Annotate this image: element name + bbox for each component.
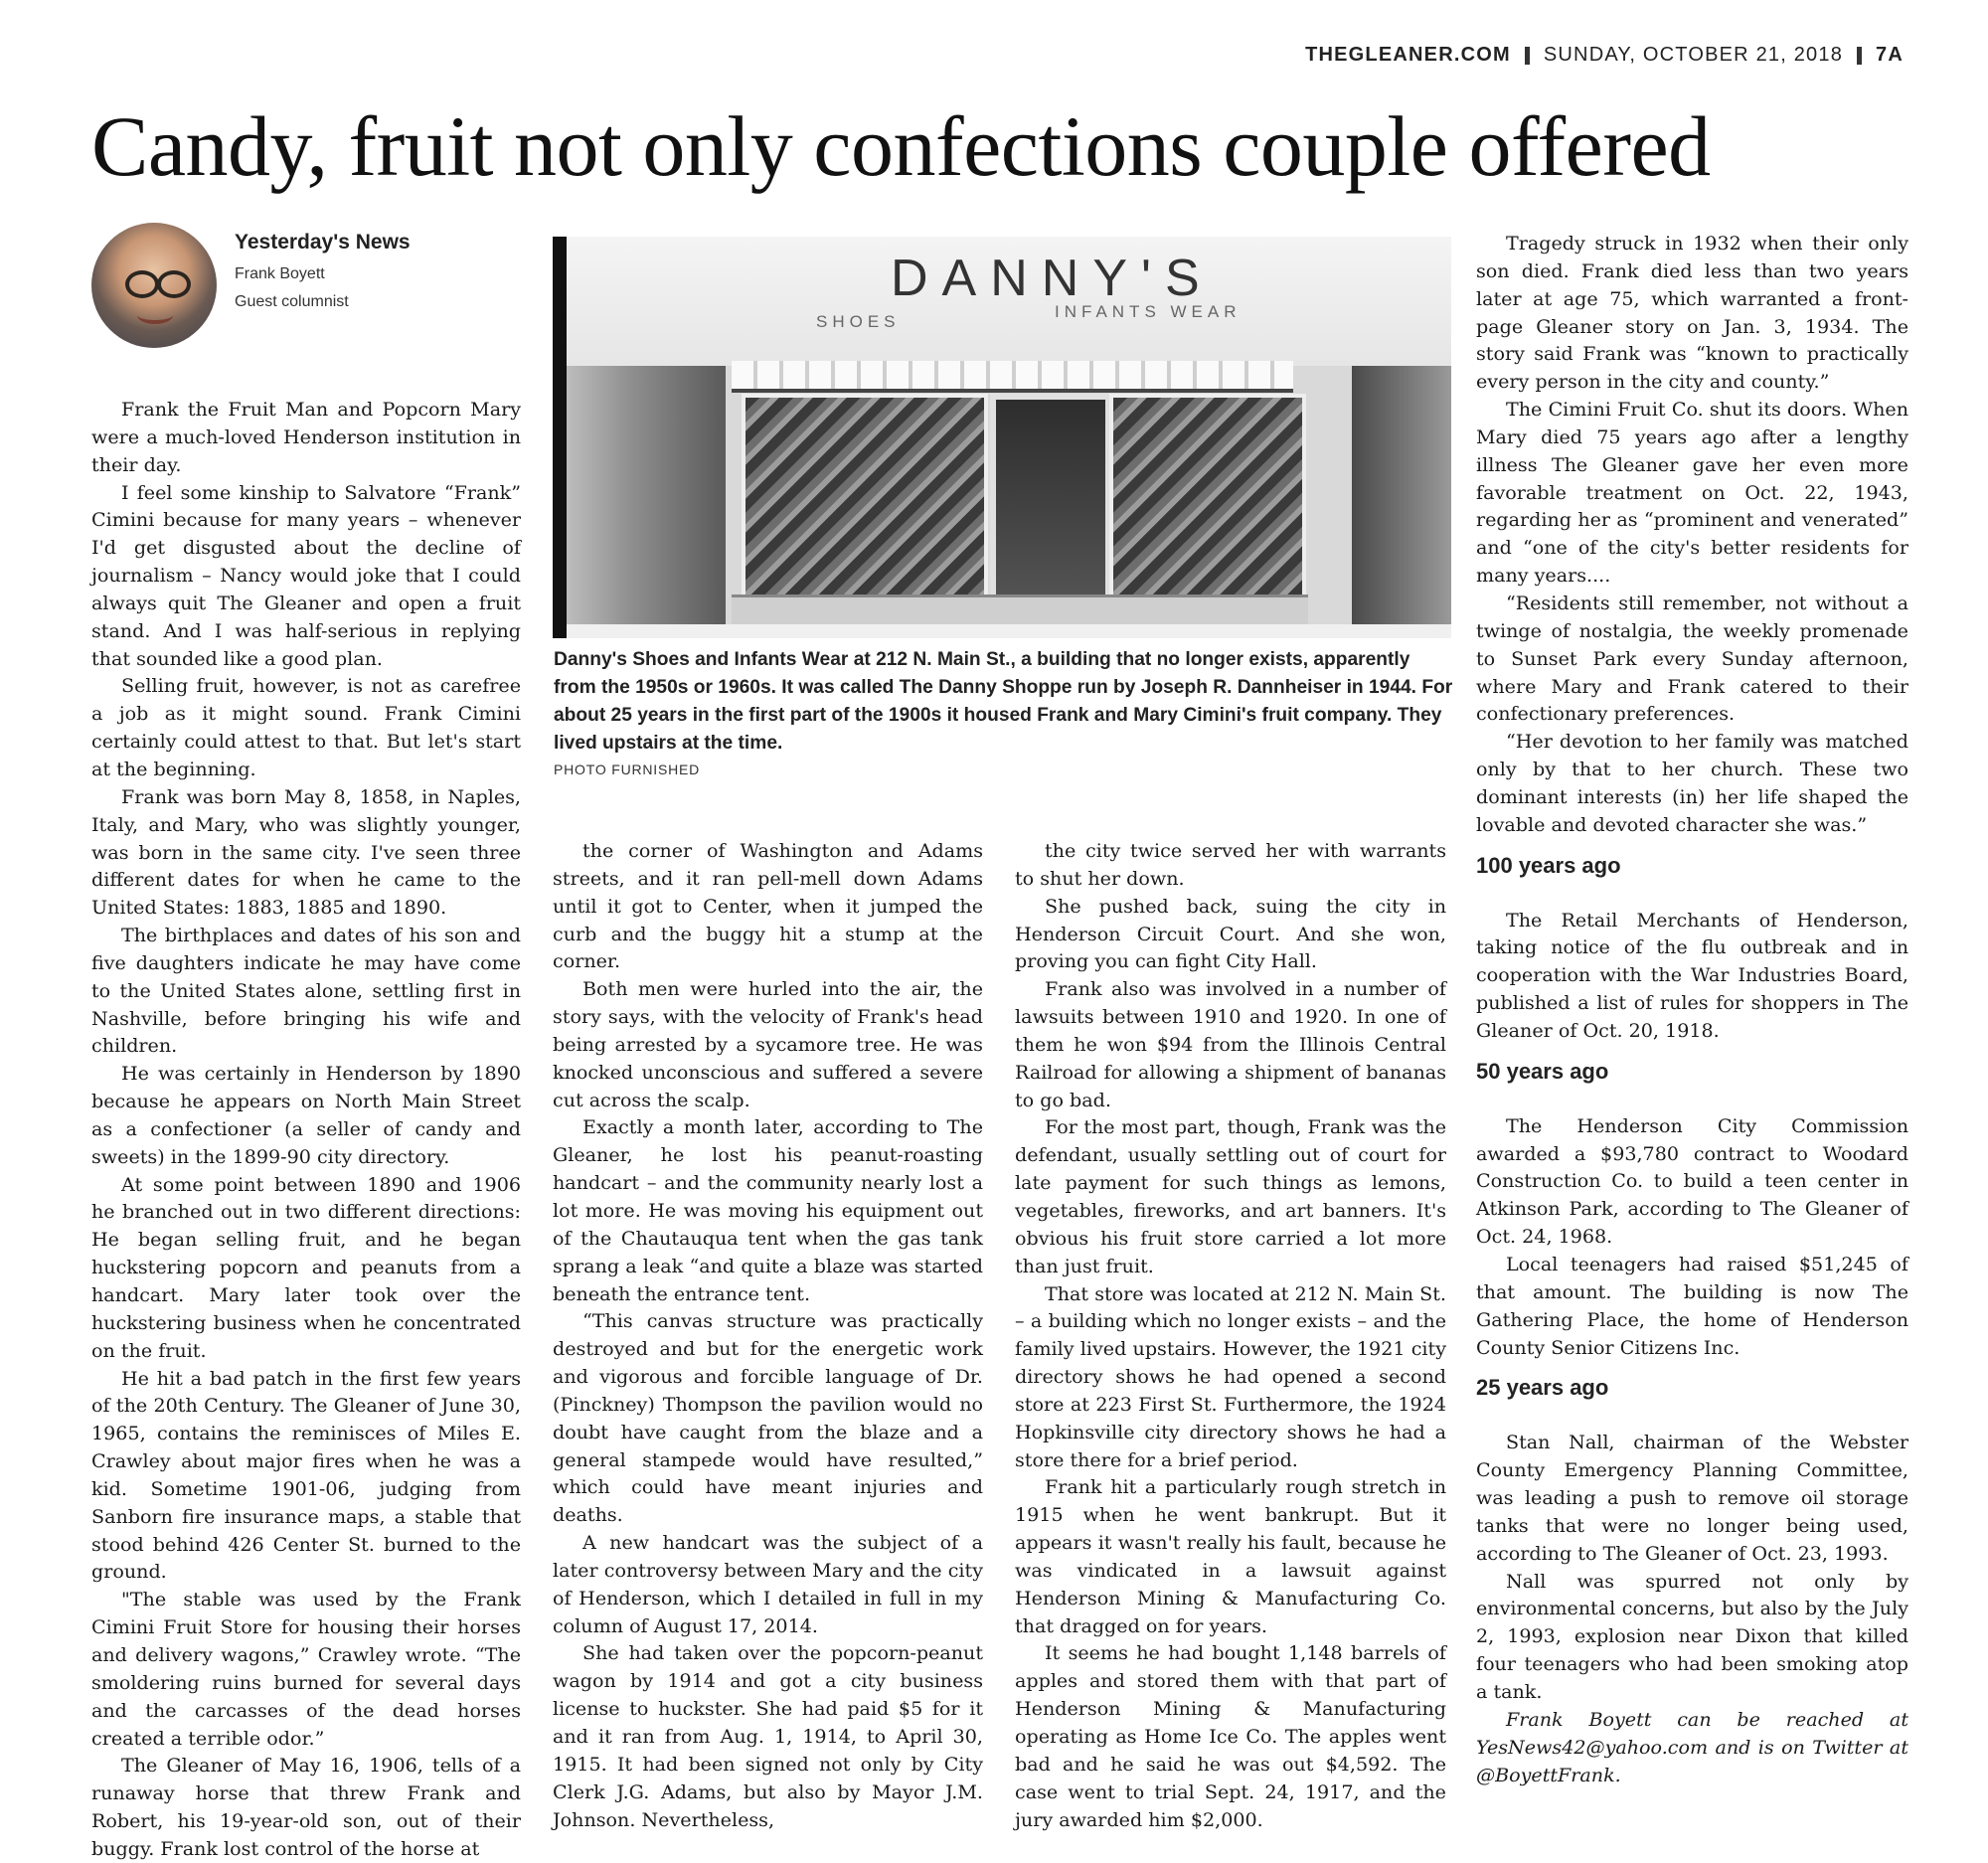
display-window [1109, 394, 1306, 600]
article-paragraph: “Residents still remember, not without a twinge of nostalgia, the weekly promenade to Sunset Park every Sunday afternoon, where Mary and Frank catered to their confectionary preferences. [1476, 591, 1908, 726]
store-sign: DANNY'S [891, 250, 1214, 307]
author-avatar [91, 223, 217, 348]
glasses-lens [157, 270, 191, 298]
sign-shoes: SHOES [816, 312, 901, 331]
article-paragraph: Frank hit a particularly rough stretch in 1915 when he went bankrupt. But it appears it wasn't really his fault, because he was vindicated in a lawsuit against Henderson Mining & Manufacturing Co. that dragged on for years. [1015, 1475, 1446, 1637]
sign-infants-wear: INFANTS WEAR [1055, 302, 1242, 321]
article-paragraph: I feel some kinship to Salvatore “Frank” Cimini because for many years – whenever I'd get disgusted about the decline of journalism – Nancy would joke that I could always quit The Gleaner and open a fruit stand. And I was half-serious in replying that sounded like a good plan. [91, 480, 521, 670]
header-divider [1525, 47, 1530, 65]
store-door [990, 394, 1111, 614]
article-paragraph: She pushed back, suing the city in Henderson Circuit Court. And she won, proving you can fight City Hall. [1015, 894, 1446, 973]
article-paragraph: A new handcart was the subject of a later controversy between Mary and the city of Henderson, which I detailed in full in my column of August 17, 2014. [553, 1531, 983, 1637]
site-name: THEGLEANER.COM [1305, 44, 1511, 66]
page-header [1305, 44, 1904, 67]
article-paragraph: “Her devotion to her family was matched only by that to her church. These two dominant interests (in) her life shaped the lovable and devoted character she was.” [1476, 730, 1908, 836]
article-paragraph: Nall was spurred not only by environmental concerns, but also by the July 2, 1993, explosion near Dixon that killed four teenagers who had been smoking atop a tank. [1476, 1569, 1908, 1703]
article-paragraph: The birthplaces and dates of his son and five daughters indicate he may have come to the United States alone, settling first in Nashville, before bringing his wife and children. [91, 924, 521, 1058]
article-paragraph: "The stable was used by the Frank Cimini Fruit Store for housing their horses and delivery wagons,” Crawley wrote. “The smoldering ruins burned for several days and the carcasses of the dead horses created a terrible odor.” [91, 1588, 521, 1750]
article-paragraph: the city twice served her with warrants to shut her down. [1015, 839, 1446, 890]
article-paragraph: Frank also was involved in a number of lawsuits between 1910 and 1920. In one of them he won $94 from the Illinois Central Railroad for allowing a shipment of bananas to go bad. [1015, 977, 1446, 1111]
photo-credit: PHOTO FURNISHED [554, 762, 701, 777]
author-smile [137, 306, 173, 324]
article-paragraph: For the most part, though, Frank was the defendant, usually settling out of court for late payment for such things as lemons, vegetables, fireworks, and art banners. It's obvious his fruit store carried a lot more than just fruit. [1015, 1115, 1446, 1277]
author-name: Frank Boyett [235, 265, 325, 282]
author-role: Guest columnist [235, 293, 349, 310]
column-name: Yesterday's News [235, 231, 411, 254]
glasses-lens [125, 270, 159, 298]
section-heading: 100 years ago [1476, 852, 1621, 878]
photo-caption: Danny's Shoes and Infants Wear at 212 N. Main St., a building that no longer exists, apparently from the 1950s or 1960s. It was called The Danny Shoppe run by Joseph R. Dannheiser in 1944. For about 25 years in the first part of the 1900s it housed Frank and Mary Cimini's fruit company. They lived upstairs at the time. [554, 649, 1453, 754]
article-paragraph: Stan Nall, chairman of the Webster County Emergency Planning Committee, was leading a push to remove oil storage tanks that were no longer being used, according to The Gleaner of Oct. 23, 1993. [1476, 1431, 1908, 1565]
article-paragraph: That store was located at 212 N. Main St. – a building which no longer exists – and the family lived upstairs. However, the 1921 city directory shows he had opened a second store at 223 First St. Furthermore, the 1924 Hopkinsville city directory shows he had a store there for a brief period. [1015, 1281, 1446, 1471]
article-paragraph: He was certainly in Henderson by 1890 because he appears on North Main Street as a confectioner (a seller of candy and sweets) in the 1899-90 city directory. [91, 1062, 521, 1168]
article-paragraph: The Retail Merchants of Henderson, taking notice of the flu outbreak and in cooperation with the War Industries Board, published a list of rules for shoppers in The Gleaner of Oct. 20, 1918. [1476, 908, 1908, 1042]
article-column-3 [1015, 837, 1446, 1833]
article-paragraph: He hit a bad patch in the first few years of the 20th Century. The Gleaner of June 30, 1965, contains the reminisces of Miles E. Crawley about major fires when he was a kid. Sometime 1901-06, judging from Sanborn fire insurance maps, a stable that stood behind 426 Center St. burned to the ground. [91, 1366, 521, 1584]
page-number: 7A [1876, 44, 1904, 66]
article-column-2 [553, 837, 983, 1833]
section-heading: 25 years ago [1476, 1375, 1609, 1401]
header-divider [1857, 47, 1862, 65]
issue-date: SUNDAY, OCTOBER 21, 2018 [1543, 44, 1844, 66]
neighbor-wall [1352, 366, 1451, 638]
article-paragraph: the corner of Washington and Adams streets, and it ran pell-mell down Adams until it got to Center, when it jumped the curb and the buggy hit a stump at the corner. [553, 839, 983, 973]
article-paragraph: Selling fruit, however, is not as carefree a job as it might sound. Frank Cimini certainly could attest to that. But let's start at the beginning. [91, 674, 521, 780]
awning [732, 361, 1293, 393]
sidewalk [567, 624, 1451, 638]
article-paragraph: The Cimini Fruit Co. shut its doors. When Mary died 75 years ago after a lengthy illness The Gleaner gave her even more favorable treatment on Oct. 22, 1943, regarding her as “prominent and venerated” and “one of the city's better residents for many years.... [1476, 398, 1908, 588]
article-paragraph: Frank the Fruit Man and Popcorn Mary were a much-loved Henderson institution in their day. [91, 398, 521, 476]
photo-edge [553, 237, 567, 638]
byline [91, 223, 549, 350]
article-paragraph: It seems he had bought 1,148 barrels of apples and stored them with that part of Henderson Mining & Manufacturing operating as Home Ice Co. The apples went bad and he said he was out $4,592. The case went to trial Sept. 24, 1917, and the jury awarded him $2,000. [1015, 1641, 1446, 1831]
article-paragraph: Exactly a month later, according to The Gleaner, he lost his peanut-roasting handcart – and the community nearly lost a lot more. He was moving his equipment out of the Chautauqua tent when the gas tank sprang a leak “and quite a blaze was started beneath the entrance tent. [553, 1115, 983, 1305]
article-paragraph: Tragedy struck in 1932 when their only son died. Frank died less than two years later at age 75, which warranted a front-page Gleaner story on Jan. 3, 1934. The story said Frank was “known to practically every person in the city and county.” [1476, 232, 1908, 394]
article-column-1 [91, 396, 521, 1863]
article-paragraph: The Gleaner of May 16, 1906, tells of a runaway horse that threw Frank and Robert, his 19-year-old son, out of their buggy. Frank lost control of the horse at [91, 1754, 521, 1860]
neighbor-wall [567, 366, 726, 638]
headline: Candy, fruit not only confections couple offered [91, 98, 1711, 194]
article-paragraph: The Henderson City Commission awarded a $93,780 contract to Woodard Construction Co. to build a teen center in Atkinson Park, according to The Gleaner of Oct. 24, 1968. [1476, 1113, 1908, 1249]
author-contact: Frank Boyett can be reached at YesNews42@yahoo.com and is on Twitter at @BoyettFrank. [1476, 1707, 1908, 1786]
article-paragraph: Both men were hurled into the air, the story says, with the velocity of Frank's head being arrested by a sycamore tree. He was knocked unconscious and suffered a severe cut across the scalp. [553, 977, 983, 1111]
storefront-photo [553, 237, 1451, 638]
article-paragraph: Local teenagers had raised $51,245 of that amount. The building is now The Gathering Place, the home of Henderson County Senior Citizens Inc. [1476, 1253, 1908, 1359]
article-paragraph: At some point between 1890 and 1906 he branched out in two different directions: He began selling fruit, and he began huckstering popcorn and peanuts from a handcart. Mary later took over the huckstering business when he concentrated on the fruit. [91, 1172, 521, 1362]
article-paragraph: Frank was born May 8, 1858, in Naples, Italy, and Mary, who was slightly younger, was born in the same city. I've seen three different dates for when he came to the United States: 1883, 1885 and 1890. [91, 784, 521, 920]
section-heading: 50 years ago [1476, 1058, 1609, 1084]
display-window [742, 394, 988, 600]
article-column-4 [1476, 230, 1908, 1788]
article-paragraph: “This canvas structure was practically destroyed and but for the energetic work and vigorous and forcible language of Dr. (Pinckney) Thompson the pavilion would no doubt have caught from the blaze and a general stampede would have resulted,” which could have meant injuries and deaths. [553, 1309, 983, 1527]
article-paragraph: She had taken over the popcorn-peanut wagon by 1914 and got a city business license to huckster. She had paid $5 for it and it ran from Aug. 1, 1914, to April 30, 1915. It had been signed not only by City Clerk J.G. Adams, but also by Mayor J.M. Johnson. Nevertheless, [553, 1641, 983, 1831]
